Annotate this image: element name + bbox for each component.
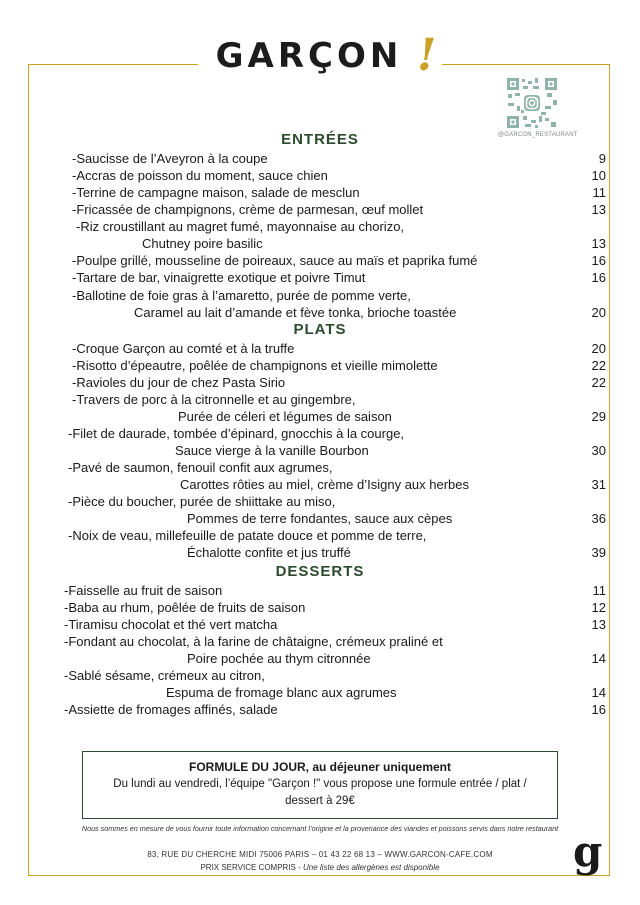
dish-line: -Pièce du boucher, purée de shiittake au miso, xyxy=(68,494,336,509)
dish-price: 14 xyxy=(591,685,606,700)
dish-price: 39 xyxy=(591,545,606,560)
dish-line: -Filet de daurade, tombée d’épinard, gnocchis à la courge, xyxy=(68,426,405,441)
dish-price: 20 xyxy=(591,341,606,356)
dish-line: Carottes rôties au miel, crème d’Isigny aux herbes xyxy=(180,477,470,492)
section-title-entrees: ENTRÉES xyxy=(281,131,359,148)
logo-mark: ! xyxy=(417,30,437,81)
dish-line: -Accras de poisson du moment, sauce chien xyxy=(72,168,328,183)
dish-price: 20 xyxy=(591,305,606,320)
instagram-qr-code[interactable] xyxy=(505,76,559,130)
dish-line: -Assiette de fromages affinés, salade xyxy=(64,702,278,717)
logo-text: GARÇON xyxy=(215,36,403,76)
service-text: PRIX SERVICE COMPRIS - xyxy=(200,863,303,872)
dish-line: Chutney poire basilic xyxy=(142,236,263,251)
dish-line: -Tartare de bar, vinaigrette exotique et poivre Timut xyxy=(72,270,366,285)
dish-price: 30 xyxy=(591,443,606,458)
dish-line: Pommes de terre fondantes, sauce aux cèpes xyxy=(187,511,453,526)
section-title-plats: PLATS xyxy=(293,321,347,338)
dish-line: -Poulpe grillé, mousseline de poireaux, sauce au maïs et paprika fumé xyxy=(72,253,478,268)
dish-price: 12 xyxy=(591,600,606,615)
dish-line: -Tiramisu chocolat et thé vert matcha xyxy=(64,617,278,632)
dish-price: 16 xyxy=(591,702,606,717)
dish-price: 22 xyxy=(591,375,606,390)
formule-title: FORMULE DU JOUR, au déjeuner uniquement xyxy=(188,760,452,774)
formule-line-1: Du lundi au vendredi, l’équipe "Garçon !" vous propose une formule entrée / plat / xyxy=(113,778,527,790)
dish-line: -Risotto d’épeautre, poêlée de champignons et vieille mimolette xyxy=(72,358,438,373)
monogram-logo: g xyxy=(573,827,603,876)
dish-line: -Faisselle au fruit de saison xyxy=(64,583,223,598)
dish-line: -Noix de veau, millefeuille de patate douce et pomme de terre, xyxy=(68,528,427,543)
dish-line: Caramel au lait d’amande et fève tonka, brioche toastée xyxy=(134,305,457,320)
dish-price: 13 xyxy=(591,617,606,632)
dish-line: -Ballotine de foie gras à l’amaretto, purée de pomme verte, xyxy=(72,288,411,303)
dish-line: -Ravioles du jour de chez Pasta Sirio xyxy=(72,375,286,390)
dish-price: 13 xyxy=(591,236,606,251)
dish-line: -Fricassée de champignons, crème de parmesan, œuf mollet xyxy=(72,202,424,217)
qr-label: @GARCON_RESTAURANT xyxy=(498,132,578,138)
dish-price: 13 xyxy=(591,202,606,217)
dish-line: -Fondant au chocolat, à la farine de châtaigne, crémeux praliné et xyxy=(64,634,443,649)
dish-line: -Travers de porc à la citronnelle et au gingembre, xyxy=(72,392,356,407)
dish-price: 10 xyxy=(591,168,606,183)
provenance-note: Nous sommes en mesure de vous fournir toute information concernant l’origine et la provenance des viandes et poissons servis dans notre restaurant xyxy=(81,824,559,833)
dish-line: Échalotte confite et jus truffé xyxy=(187,545,351,560)
dish-price: 29 xyxy=(591,409,606,424)
dish-line: Sauce vierge à la vanille Bourbon xyxy=(175,443,369,458)
section-title-desserts: DESSERTS xyxy=(275,563,365,580)
dish-line: -Pavé de saumon, fenouil confit aux agrumes, xyxy=(68,460,333,475)
address-line: 83, RUE DU CHERCHE MIDI 75006 PARIS – 01 43 22 68 13 – WWW.GARCON-CAFE.COM xyxy=(147,850,493,859)
dish-price: 11 xyxy=(592,583,606,598)
formule-line-2: dessert à 29€ xyxy=(285,795,355,807)
dish-price: 16 xyxy=(591,253,606,268)
dish-price: 31 xyxy=(591,477,606,492)
dish-line: Poire pochée au thym citronnée xyxy=(187,651,371,666)
dish-line: -Saucisse de l’Aveyron à la coupe xyxy=(72,151,268,166)
dish-price: 36 xyxy=(591,511,606,526)
dish-price: 22 xyxy=(591,358,606,373)
service-line xyxy=(0,863,640,872)
dish-price: 14 xyxy=(591,651,606,666)
dish-line: -Sablé sésame, crémeux au citron, xyxy=(64,668,265,683)
allergens-text: Une liste des allergènes est disponible xyxy=(303,863,440,872)
dish-price: 16 xyxy=(591,270,606,285)
dish-price: 9 xyxy=(598,151,606,166)
dish-line: -Baba au rhum, poêlée de fruits de saison xyxy=(64,600,306,615)
formule-box xyxy=(82,751,558,819)
dish-line: -Croque Garçon au comté et à la truffe xyxy=(72,341,295,356)
dish-line: Purée de céleri et légumes de saison xyxy=(178,409,392,424)
dish-line: -Riz croustillant au magret fumé, mayonnaise au chorizo, xyxy=(76,219,405,234)
dish-line: Espuma de fromage blanc aux agrumes xyxy=(166,685,397,700)
dish-price: 11 xyxy=(592,185,606,200)
dish-line: -Terrine de campagne maison, salade de mesclun xyxy=(72,185,360,200)
